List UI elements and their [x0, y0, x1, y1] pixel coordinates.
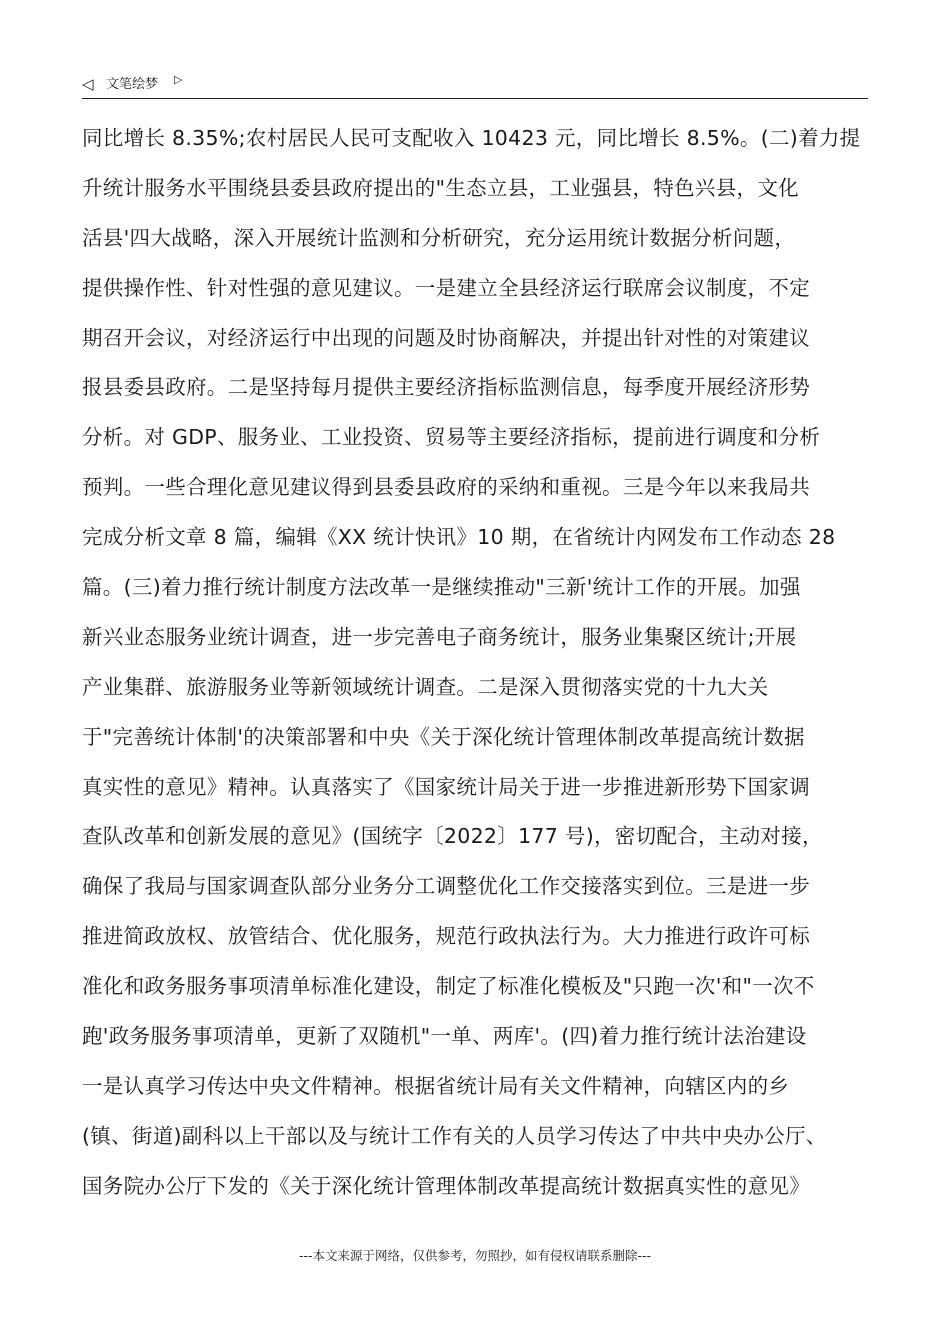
body-text-line: 新兴业态服务业统计调查，进一步完善电子商务统计，服务业集聚区统计;开展 [82, 624, 797, 649]
body-text-line: 活县'四大战略，深入开展统计监测和分析研究，充分运用统计数据分析问题， [82, 225, 796, 250]
body-text-line: 推进简政放权、放管结合、优化服务，规范行政执法行为。大力推进行政许可标 [82, 924, 810, 949]
document-body [82, 118, 882, 1216]
body-text-line: 确保了我局与国家调查队部分业务分工调整优化工作交接落实到位。三是进一步 [82, 874, 810, 899]
body-text-line: 准化和政务服务事项清单标准化建设，制定了标准化模板及"只跑一次'和"一次不 [82, 974, 815, 999]
body-text-line: 一是认真学习传达中央文件精神。根据省统计局有关文件精神，向辖区内的乡 [82, 1073, 790, 1098]
body-text-line: 期召开会议，对经济运行中出现的问题及时协商解决，并提出针对性的对策建议 [82, 325, 810, 350]
page-header [82, 74, 868, 99]
body-text-line: 分析。对 GDP、服务业、工业投资、贸易等主要经济指标，提前进行调度和分析 [82, 425, 821, 450]
body-text-line: 提供操作性、针对性强的意见建议。一是建立全县经济运行联席会议制度，不定 [82, 275, 810, 300]
body-text-line: 报县委县政府。二是坚持每月提供主要经济指标监测信息，每季度开展经济形势 [82, 375, 810, 400]
body-text-line: (镇、街道)副科以上干部以及与统计工作有关的人员学习传达了中共中央办公厅、 [82, 1123, 827, 1148]
triangle-right-icon: ▷ [174, 73, 183, 86]
footer-disclaimer: ---本文来源于网络，仅供参考，勿照抄，如有侵权请联系删除--- [298, 1248, 652, 1263]
body-text-line: 产业集群、旅游服务业等新领域统计调查。二是深入贯彻落实党的十九大关 [82, 674, 769, 699]
body-text-line: 于"完善统计体制'的决策部署和中央《关于深化统计管理体制改革提高统计数据 [82, 724, 805, 749]
body-text-line: 真实性的意见》精神。认真落实了《国家统计局关于进一步推进新形势下国家调 [82, 774, 810, 799]
body-text-line: 篇。(三)着力推行统计制度方法改革一是继续推动"三新'统计工作的开展。加强 [82, 575, 801, 600]
body-text-line: 预判。一些合理化意见建议得到县委县政府的采纳和重视。三是今年以来我局共 [82, 475, 810, 500]
header-title: 文笔绘梦 [106, 77, 159, 92]
body-text-line: 同比增长 8.35%;农村居民人民可支配收入 10423 元，同比增长 8.5%。(二)着力提 [82, 126, 861, 150]
body-text-line: 跑'政务服务事项清单，更新了双随机"一单、两库'。(四)着力推行统计法治建设 [82, 1024, 807, 1049]
triangle-left-icon: ◁ [82, 75, 94, 93]
body-text-line: 查队改革和创新发展的意见》(国统字〔2022〕177 号)，密切配合，主动对接， [82, 824, 823, 849]
body-text-line: 国务院办公厅下发的《关于深化统计管理体制改革提高统计数据真实性的意见》 [82, 1173, 810, 1198]
body-text-line: 升统计服务水平围绕县委县政府提出的"生态立县，工业强县，特色兴县，文化 [82, 175, 799, 200]
body-text-line: 完成分析文章 8 篇，编辑《XX 统计快讯》10 期，在省统计内网发布工作动态 28 [82, 525, 836, 550]
